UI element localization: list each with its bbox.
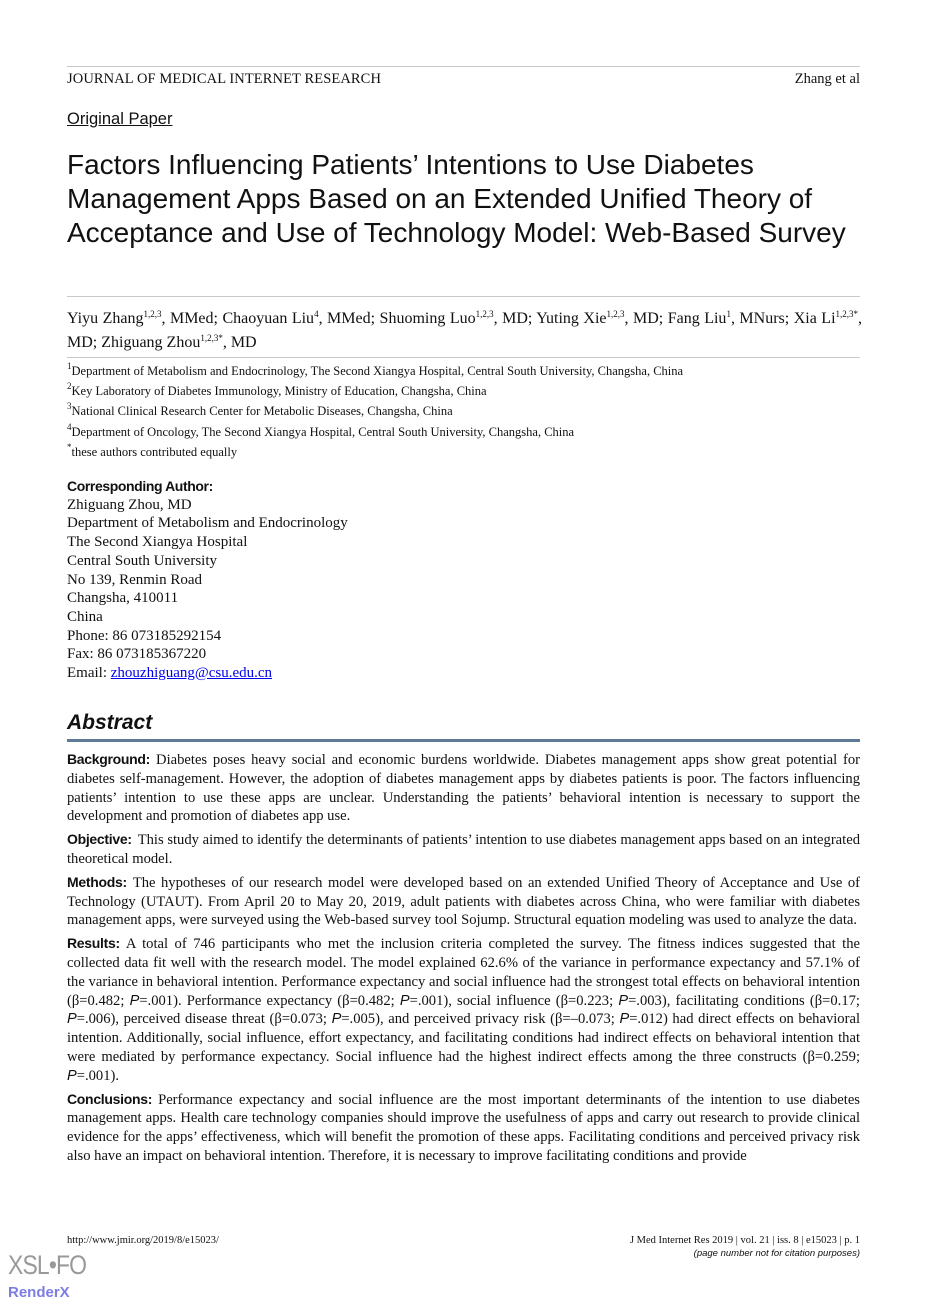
corresponding-line: No 139, Renmin Road [67, 571, 202, 588]
corresponding-line: The Second Xiangya Hospital [67, 534, 248, 551]
footer-citation: J Med Internet Res 2019 | vol. 21 | iss. 8 | e15023 | p. 1 [629, 1235, 860, 1246]
running-author: Zhang et al [794, 71, 860, 87]
affiliation-text: Department of Oncology, The Second Xiangya Hospital, Central South University, Changsha, China [71, 424, 575, 439]
section-text: =.001). Performance expectancy (β=0.482; [139, 992, 400, 1009]
renderx-logo: RenderX [8, 1284, 70, 1301]
section-text: Performance expectancy and social influence are the most important determinants of the intention to use diabetes management apps. Health care technology companies should improve the usefulness of apps and carry out research to provide clinical evidence for the apps’ effectiveness, which will benefit the promotion of these apps. Facilitating conditions and perceived privacy risk also have an impact on behavioral intention. Therefore, it is necessary to improve facilitating conditions and provide [67, 1091, 860, 1164]
section-label: Background: [67, 751, 151, 767]
p-value-symbol: P [67, 1067, 77, 1084]
affiliation-text: Key Laboratory of Diabetes Immunology, Ministry of Education, Changsha, China [71, 384, 487, 399]
section-text: =.003), facilitating conditions (β=0.17; [628, 992, 860, 1009]
section-text: The hypotheses of our research model were developed based on an extended Unified Theory of Acceptance and Use of Technology (UTAUT). From April 20 to May 20, 2019, adult patients with diabetes across China, who were familiar with diabetes management apps, were surveyed using the Web-based survey tool Sojump. Structural equation modeling was used to analyze the data. [67, 874, 860, 929]
author-rule [67, 357, 860, 358]
corresponding-line: Changsha, 410011 [67, 590, 179, 607]
section-text: =.006), perceived disease threat (β=0.073; [76, 1011, 332, 1028]
author-affiliation-sup: 1,2,3 [606, 309, 625, 319]
affiliation [67, 422, 683, 442]
p-value-symbol: P [331, 1011, 342, 1028]
article-type: Original Paper [67, 110, 173, 128]
p-value-symbol: P [619, 1011, 630, 1028]
email-line [67, 664, 348, 683]
author-affiliation-sup: 1,2,3* [835, 309, 859, 319]
affiliation-sup: 3 [67, 401, 72, 412]
section-text: =.005), and perceived privacy risk (β=–0.073; [341, 1011, 620, 1028]
section-text: Diabetes poses heavy social and economic burdens worldwide. Diabetes management apps show great potential for diabetes self-management. However, the adoption of diabetes management apps by diabetes patients is poor. The factors influencing patients’ intention to use these apps are unclear. Understanding the patients’ behavioral intention is necessary to support the development and promotion of diabetes app use. [67, 752, 860, 825]
p-value-symbol: P [129, 992, 140, 1009]
abstract-rule [67, 739, 860, 742]
p-value-symbol: P [67, 1011, 77, 1028]
email-label: Email: [67, 665, 111, 682]
author-name: Chaoyuan Liu [222, 310, 315, 327]
affiliation [67, 361, 683, 381]
author [380, 310, 537, 327]
footer-url[interactable]: http://www.jmir.org/2019/8/e15023/ [67, 1235, 219, 1246]
email-link[interactable]: zhouzhiguang@csu.edu.cn [110, 665, 273, 682]
author [222, 310, 379, 327]
section-label: Conclusions: [67, 1090, 153, 1107]
affiliation-sup: 1 [67, 361, 72, 371]
author-affiliation-sup: 1,2,3 [475, 309, 494, 319]
footer-note: (page number not for citation purposes) [693, 1248, 860, 1259]
abstract-body [67, 750, 860, 1170]
abstract-section-methods [67, 873, 860, 930]
author-degree: , MMed; [161, 310, 223, 327]
affiliation-text: Department of Metabolism and Endocrinology, The Second Xiangya Hospital, Central South University, Changsha, China [71, 364, 684, 378]
corresponding-label: Corresponding Author: [67, 478, 213, 494]
author-affiliation-sup: 1,2,3 [143, 309, 162, 319]
author-affiliation-sup: 4 [314, 309, 319, 319]
affiliation-text: these authors contributed equally [71, 444, 238, 459]
corresponding-line: China [67, 608, 103, 625]
affiliation [67, 381, 683, 401]
affiliation [67, 442, 683, 462]
affiliation-sup: 4 [67, 421, 72, 432]
article-title: Factors Influencing Patients’ Intentions to Use Diabetes Management Apps Based on an Extended Unified Theory of Acceptance and Use of Technology Model: Web-Based Survey [67, 149, 846, 248]
affiliation-sup: * [67, 441, 72, 452]
author [536, 310, 667, 327]
author [668, 310, 794, 327]
author-name: Fang Liu [667, 310, 727, 327]
xslfo-logo: XSL•FO [8, 1250, 87, 1280]
section-text: A total of 746 participants who met the inclusion criteria completed the survey. The fitness indices suggested that the collected data fit well with the research model. The model explained 62.6% of the variance in performance expectancy and 57.1% of the variance in behavioral intention. Performance expectancy and social influence had the strongest total effects on behavioral intention (β=0.482; [67, 936, 860, 1009]
author-degree: , MD; [67, 310, 863, 351]
author-degree: , MNurs; [730, 310, 794, 327]
affiliation-sup: 2 [67, 381, 72, 392]
author-name: Xia Li [793, 310, 836, 327]
affiliations [67, 361, 683, 462]
section-text: This study aimed to identify the determinants of patients’ intention to use diabetes management apps based on an integrated theoretical model. [67, 832, 860, 867]
author-affiliation-sup: 1,2,3* [200, 332, 223, 343]
abstract-section-results [67, 934, 860, 1085]
author-degree: , MD; [624, 310, 668, 327]
affiliation [67, 401, 683, 421]
author [101, 334, 256, 351]
corresponding-line: Phone: 86 073185292154 [67, 627, 222, 644]
section-label: Methods: [67, 873, 127, 890]
section-label: Objective: [67, 831, 132, 848]
author-name: Shuoming Luo [379, 310, 476, 327]
corresponding-line: Zhiguang Zhou, MD [67, 496, 192, 513]
p-value-symbol: P [399, 992, 410, 1009]
author-degree: , MD [222, 333, 257, 351]
header-rule [67, 66, 860, 67]
author-affiliation-sup: 1 [726, 309, 731, 319]
author-degree: , MMed; [318, 310, 380, 327]
abstract-section-background [67, 750, 860, 826]
affiliation-text: National Clinical Research Center for Metabolic Diseases, Changsha, China [71, 404, 453, 419]
section-text: =.012) had direct effects on behavioral intention. Additionally, social influence, effort expectancy, and facilitating conditions had indirect effects on behavioral intention that were mediated by performance expectancy. Social influence had the highest indirect effects among the three constructs (β=0.259; [67, 1011, 860, 1065]
abstract-section-objective [67, 830, 860, 869]
author-name: Yiyu Zhang [67, 310, 144, 327]
section-label: Results: [67, 935, 120, 952]
section-text: =.001), social influence (β=0.223; [409, 992, 619, 1009]
corresponding-line: Central South University [67, 552, 217, 569]
abstract-heading: Abstract [67, 711, 153, 734]
author-degree: , MD; [493, 310, 537, 327]
corresponding-line: Department of Metabolism and Endocrinology [67, 515, 348, 532]
title-rule [67, 296, 860, 297]
section-text: =.001). [76, 1067, 120, 1084]
corresponding-author [67, 477, 348, 683]
author-name: Zhiguang Zhou [101, 333, 201, 351]
corresponding-line: Fax: 86 073185367220 [67, 646, 207, 663]
journal-name: JOURNAL OF MEDICAL INTERNET RESEARCH [67, 71, 382, 87]
author-name: Yuting Xie [536, 310, 607, 327]
p-value-symbol: P [618, 992, 629, 1009]
author-list [67, 307, 862, 354]
abstract-section-conclusions [67, 1090, 860, 1166]
author [67, 310, 222, 327]
